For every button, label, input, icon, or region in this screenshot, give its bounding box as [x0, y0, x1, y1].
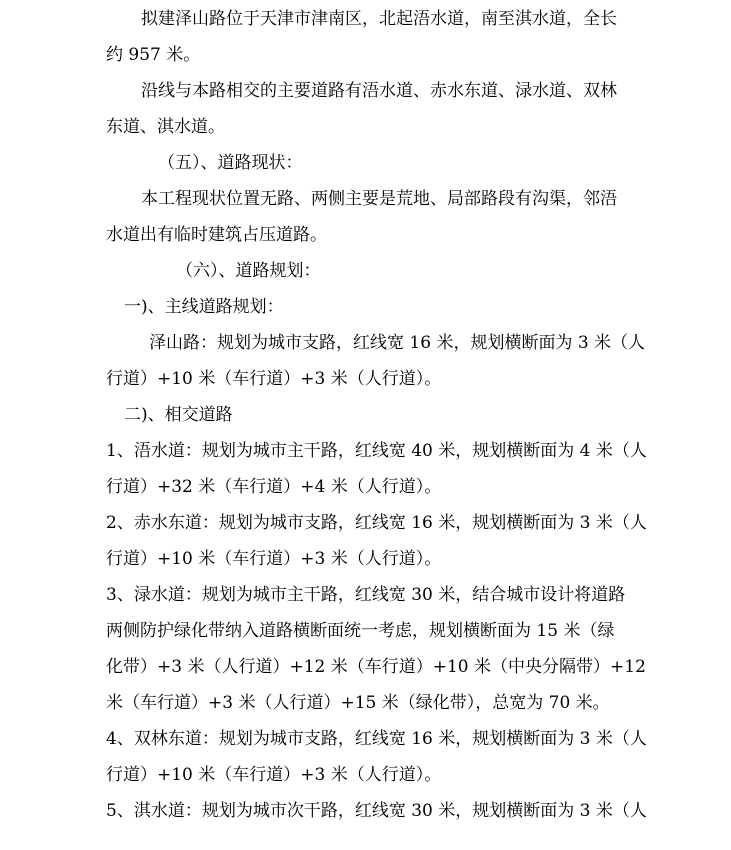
text-line: 东道、淇水道。: [106, 117, 225, 137]
list-item-line: 米（车行道）+3 米（人行道）+15 米（绿化带），总宽为 70 米。: [106, 693, 610, 713]
list-item-line: 行道）+10 米（车行道）+3 米（人行道）。: [106, 549, 442, 569]
section-heading: （五）、道路现状：: [158, 153, 303, 173]
text-line: 本工程现状位置无路、两侧主要是荒地、局部路段有沟渠，邻浯: [141, 189, 617, 209]
list-item-line: 两侧防护绿化带纳入道路横断面统一考虑，规划横断面为 15 米（绿: [106, 621, 615, 641]
list-item-line: 4、双林东道：规划为城市支路，红线宽 16 米，规划横断面为 3 米（人: [106, 729, 647, 749]
list-item-line: 5、淇水道：规划为城市次干路，红线宽 30 米，规划横断面为 3 米（人: [106, 801, 647, 821]
text-line: 沿线与本路相交的主要道路有浯水道、赤水东道、渌水道、双林: [141, 81, 617, 101]
section-heading: （六）、道路规划：: [176, 261, 321, 281]
list-item-line: 2、赤水东道：规划为城市支路，红线宽 16 米，规划横断面为 3 米（人: [106, 513, 647, 533]
subsection-heading: 一)、主线道路规划：: [124, 297, 284, 317]
list-item-line: 行道）+10 米（车行道）+3 米（人行道）。: [106, 765, 442, 785]
list-item-line: 3、渌水道：规划为城市主干路，红线宽 30 米，结合城市设计将道路: [106, 585, 626, 605]
text-line: 水道出有临时建筑占压道路。: [106, 225, 327, 245]
text-line: 约 957 米。: [106, 45, 201, 65]
list-item-line: 化带）+3 米（人行道）+12 米（车行道）+10 米（中央分隔带）+12: [106, 657, 646, 677]
subsection-heading: 二)、相交道路: [124, 405, 233, 425]
text-line: 拟建泽山路位于天津市津南区，北起浯水道，南至淇水道，全长: [141, 9, 617, 29]
list-item-line: 1、浯水道：规划为城市主干路，红线宽 40 米，规划横断面为 4 米（人: [106, 441, 647, 461]
list-item-line: 行道）+32 米（车行道）+4 米（人行道）。: [106, 477, 442, 497]
text-line: 行道）+10 米（车行道）+3 米（人行道）。: [106, 369, 442, 389]
text-line: 泽山路：规划为城市支路，红线宽 16 米，规划横断面为 3 米（人: [149, 333, 646, 353]
